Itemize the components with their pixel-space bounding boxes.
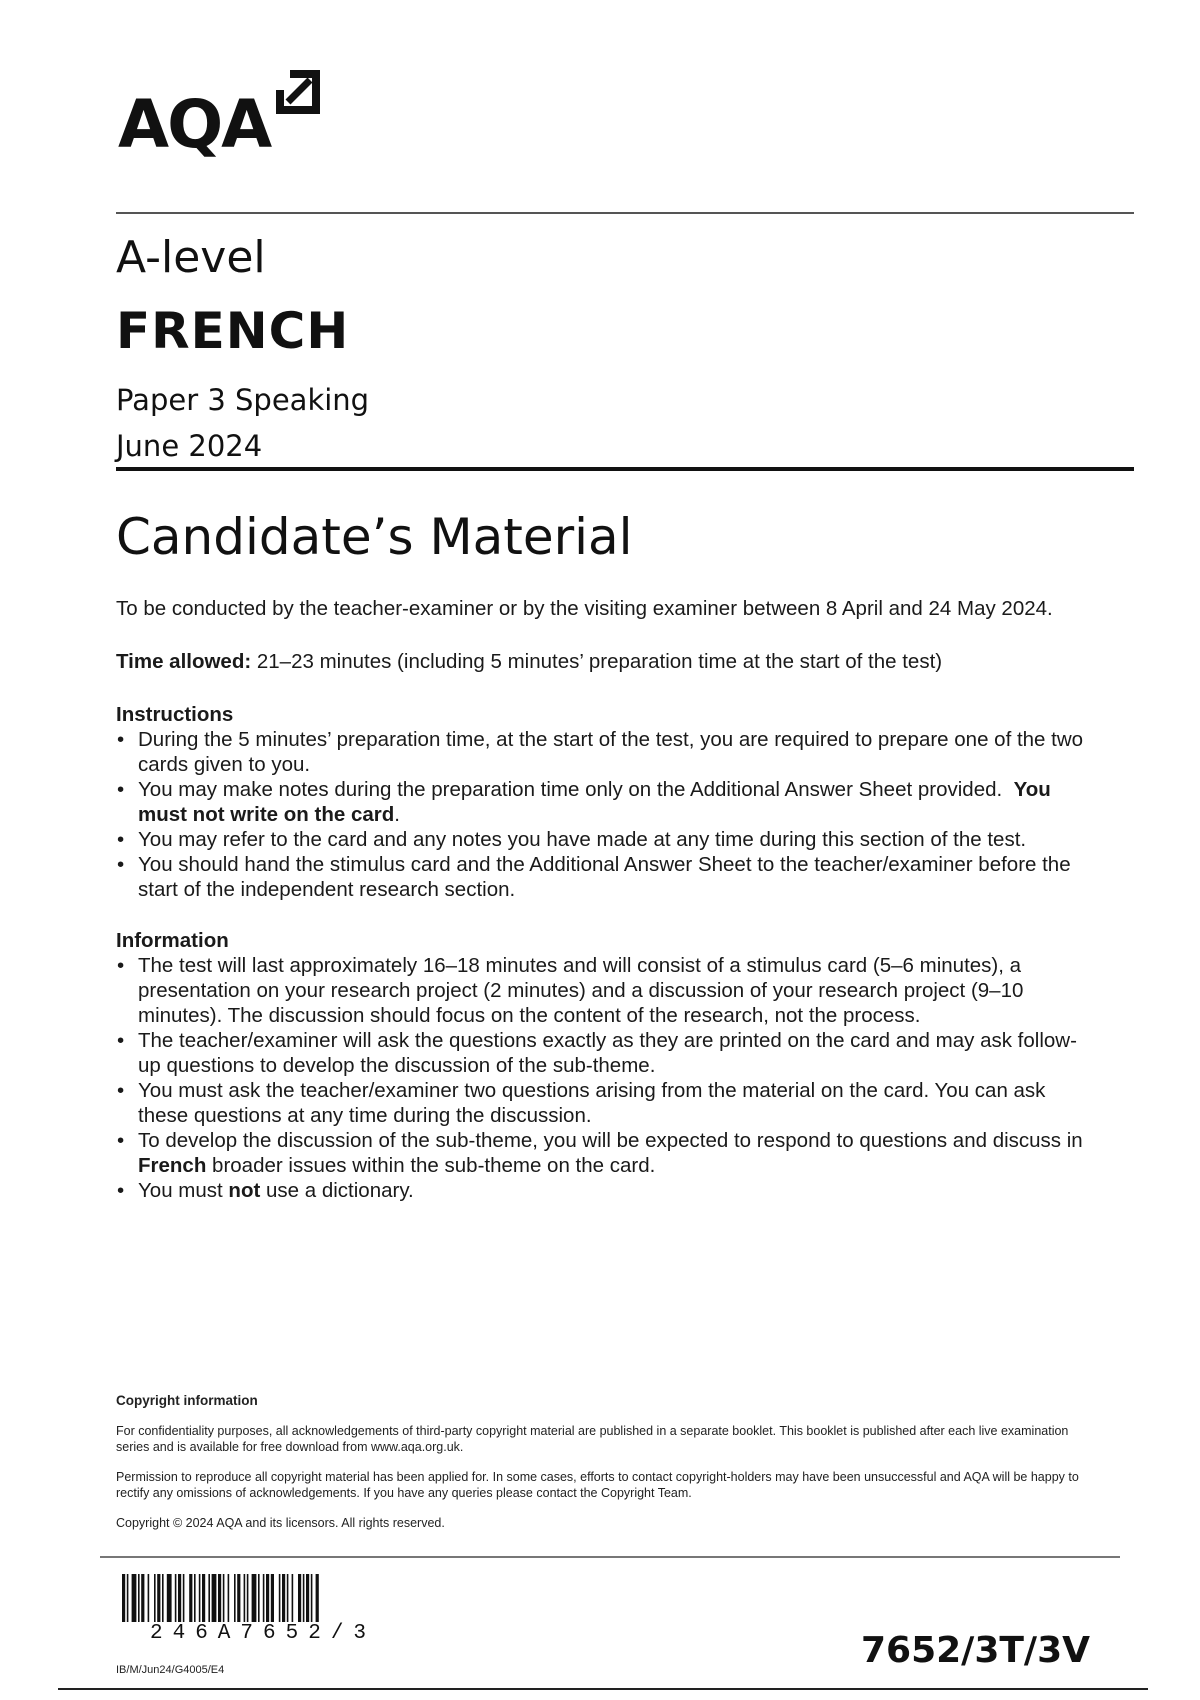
logo-text: AQA: [118, 86, 271, 163]
copyright-text: Permission to reproduce all copyright material has been applied for. In some cases, efforts to contact copyright-holders may have been unsuccessful and AQA will be happy to rectify any omissions of acknowledgements. If you have any queries please contact the Copyright Team.: [116, 1470, 1079, 1500]
list-item: • You may make notes during the preparation time only on the Additional Answer Sheet provided. You must not write on the card.: [138, 777, 1096, 827]
barcode: [122, 1574, 452, 1622]
copyright-heading: Copyright information: [116, 1393, 258, 1408]
document-body: [116, 596, 1096, 1229]
list-item: [138, 1128, 1096, 1178]
exam-date: June 2024: [116, 429, 263, 463]
copyright-text: For confidentiality purposes, all acknowledgements of third-party copyright material are published in a separate booklet. This booklet is published after each live examination series and is available for free download from www.aqa.org.uk.: [116, 1424, 1069, 1454]
list-item: • During the 5 minutes’ preparation time, at the start of the test, you are required to prepare one of the two cards given to you.: [138, 727, 1096, 777]
list-item-text: You may make notes during the preparation time only on the Additional Answer Sheet provided.: [138, 778, 1003, 801]
list-item-bold: You must not write on the card: [138, 778, 1051, 826]
list-item: • You should hand the stimulus card and the Additional Answer Sheet to the teacher/examiner before the start of the independent research section.: [138, 852, 1096, 902]
page-title: Candidate’s Material: [116, 508, 633, 566]
information-heading: Information: [116, 929, 229, 952]
footer-divider: [100, 1556, 1120, 1558]
list-item: • You may refer to the card and any notes you have made at any time during this section of the test.: [138, 827, 1096, 852]
qualification-level: A-level: [116, 232, 266, 283]
header-divider: [116, 212, 1134, 214]
list-item: [138, 1178, 1096, 1203]
list-item: • You must ask the teacher/examiner two questions arising from the material on the card. You can ask these questions at any time during the discussion.: [138, 1078, 1096, 1128]
page-bottom-rule: [58, 1688, 1148, 1690]
time-allowed-label: Time allowed:: [116, 650, 252, 673]
conduct-note: To be conducted by the teacher-examiner or by the visiting examiner between 8 April and 24 May 2024.: [116, 597, 1053, 620]
list-item-text: You must: [138, 1179, 229, 1202]
list-item: • The test will last approximately 16–18 minutes and will consist of a stimulus card (5–6 minutes), a presentation on your research project (2 minutes) and a discussion of your research project (9–10 minutes). The discussion should focus on the content of the research, not the process.: [138, 953, 1096, 1028]
aqa-logo-mark-icon: [276, 70, 320, 114]
paper-name: Paper 3 Speaking: [116, 383, 370, 417]
list-item-bold: French: [138, 1154, 207, 1177]
list-item-text: use a dictionary.: [260, 1179, 414, 1202]
list-item: • The teacher/examiner will ask the questions exactly as they are printed on the card and may ask follow-up questions to develop the discussion of the sub-theme.: [138, 1028, 1096, 1078]
title-divider: [116, 467, 1134, 471]
list-item-bold: not: [228, 1179, 261, 1202]
list-item-text: To develop the discussion of the sub-theme, you will be expected to respond to questions and discuss in: [138, 1129, 1083, 1152]
barcode-digits: 246A7652/3: [150, 1622, 377, 1645]
time-allowed-value: 21–23 minutes (including 5 minutes’ preparation time at the start of the test): [251, 650, 943, 673]
paper-code: 7652/3T/3V: [860, 1630, 1090, 1671]
aqa-logo: [118, 70, 320, 163]
information-list: [116, 953, 1096, 1203]
time-allowed: [116, 649, 1096, 674]
subject-title: FRENCH: [116, 302, 350, 360]
list-item-text: broader issues within the sub-theme on the card.: [206, 1154, 656, 1177]
instructions-heading: Instructions: [116, 703, 234, 726]
copyright-section: [116, 1393, 1096, 1545]
document-reference: IB/M/Jun24/G4005/E4: [116, 1664, 225, 1676]
copyright-text: Copyright © 2024 AQA and its licensors. All rights reserved.: [116, 1516, 445, 1530]
instructions-list: [116, 727, 1096, 902]
